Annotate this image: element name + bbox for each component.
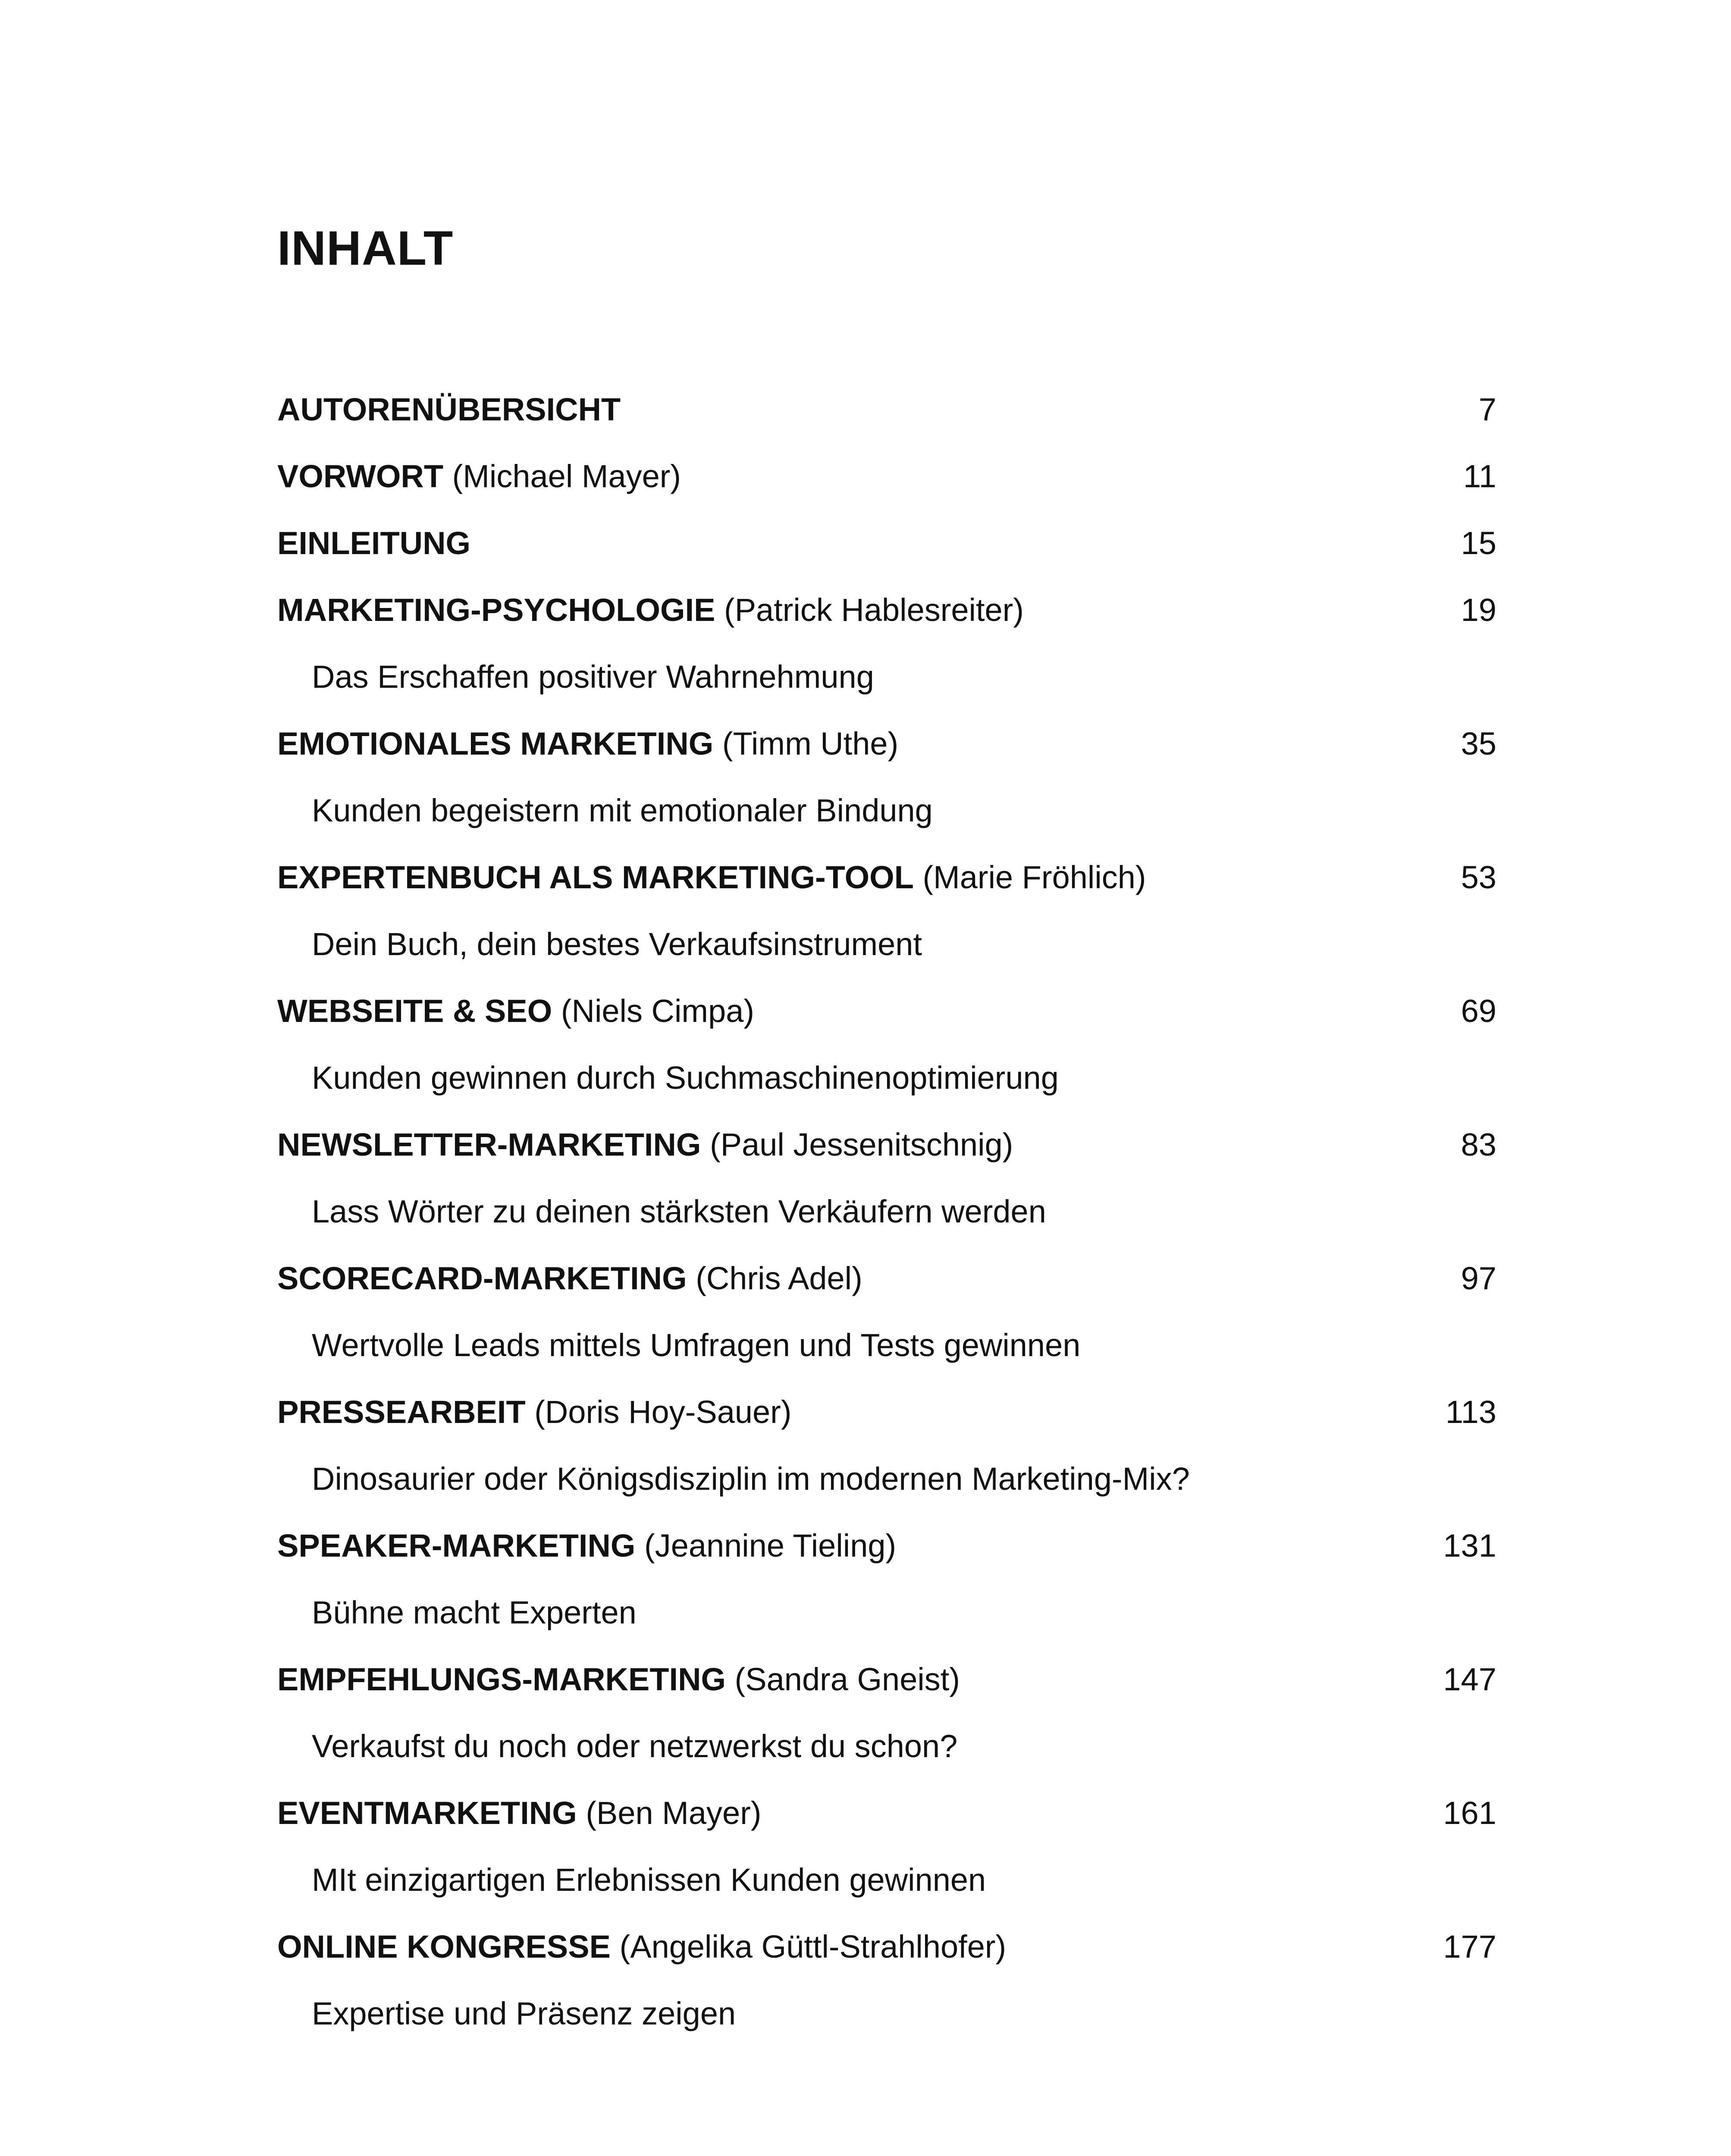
chapter-subtitle: Das Erschaffen positiver Wahrnehmung: [312, 659, 874, 695]
chapter-title: MARKETING-PSYCHOLOGIE: [277, 592, 715, 628]
chapter-subtitle: Dein Buch, dein bestes Verkaufsinstrument: [312, 926, 922, 962]
chapter-author: (Niels Cimpa): [561, 993, 755, 1029]
chapter-title: NEWSLETTER-MARKETING: [277, 1127, 701, 1163]
toc-entry-label: [277, 1661, 960, 1697]
toc-row: [277, 524, 1496, 591]
toc-entry: [277, 524, 1496, 591]
toc-subrow: [277, 1994, 1496, 2061]
chapter-title: WEBSEITE & SEO: [277, 993, 552, 1029]
chapter-subtitle: Lass Wörter zu deinen stärksten Verkäufern werden: [312, 1194, 1046, 1229]
chapter-page-number: 53: [1461, 859, 1496, 895]
chapter-page-number: 15: [1461, 525, 1496, 561]
toc-entry: [277, 1927, 1496, 2061]
toc-entry: [277, 1259, 1496, 1393]
toc-subrow: [277, 1861, 1496, 1927]
chapter-page-number: 7: [1478, 392, 1496, 427]
chapter-title: VORWORT: [277, 458, 444, 494]
toc-row: [277, 724, 1496, 791]
chapter-title: EMOTIONALES MARKETING: [277, 726, 714, 761]
chapter-author: (Sandra Gneist): [734, 1661, 960, 1697]
toc-subrow: [277, 658, 1496, 724]
toc-entry-label: [277, 1129, 1013, 1161]
toc-row: [277, 992, 1496, 1059]
toc-row: [277, 858, 1496, 925]
toc-row: [277, 1125, 1496, 1192]
chapter-author: (Ben Mayer): [586, 1795, 762, 1831]
table-of-contents: [277, 390, 1496, 2061]
chapter-author: (Patrick Hablesreiter): [724, 592, 1024, 628]
toc-subrow: [277, 791, 1496, 858]
chapter-title: EINLEITUNG: [277, 525, 471, 561]
chapter-author: (Jeannine Tieling): [644, 1528, 897, 1564]
toc-entry-label: [277, 1396, 791, 1428]
chapter-subtitle: MIt einzigartigen Erlebnissen Kunden gewinnen: [312, 1862, 986, 1898]
chapter-subtitle: Bühne macht Experten: [312, 1595, 637, 1630]
chapter-title: EXPERTENBUCH ALS MARKETING-TOOL: [277, 859, 914, 895]
toc-row: [277, 390, 1496, 457]
chapter-subtitle: Kunden begeistern mit emotionaler Bindung: [312, 793, 933, 828]
toc-entry: [277, 1526, 1496, 1660]
toc-entry-label: [277, 859, 1146, 895]
chapter-page-number: 35: [1461, 726, 1496, 761]
chapter-subtitle: Dinosaurier oder Königsdisziplin im modernen Marketing-Mix?: [312, 1461, 1190, 1497]
toc-entry-label: [277, 1530, 896, 1562]
chapter-subtitle: Expertise und Präsenz zeigen: [312, 1996, 736, 2031]
toc-row: [277, 1259, 1496, 1326]
toc-entry: [277, 591, 1496, 724]
chapter-title: PRESSEARBEIT: [277, 1394, 526, 1430]
chapter-subtitle: Verkaufst du noch oder netzwerkst du schon?: [312, 1728, 958, 1764]
chapter-title: EMPFEHLUNGS-MARKETING: [277, 1661, 726, 1697]
toc-subrow: [277, 1059, 1496, 1125]
toc-subrow: [277, 1593, 1496, 1660]
chapter-page-number: 97: [1461, 1260, 1496, 1296]
chapter-subtitle: Kunden gewinnen durch Suchmaschinenoptimierung: [312, 1060, 1059, 1096]
chapter-author: (Doris Hoy-Sauer): [534, 1394, 792, 1430]
toc-entry-label: [277, 1797, 761, 1829]
chapter-page-number: 161: [1443, 1795, 1496, 1831]
toc-row: [277, 591, 1496, 658]
toc-subrow: [277, 1326, 1496, 1393]
toc-row: [277, 1393, 1496, 1460]
toc-entry: [277, 1660, 1496, 1794]
toc-entry: [277, 858, 1496, 992]
toc-heading: INHALT: [277, 221, 454, 275]
toc-entry: [277, 1393, 1496, 1526]
toc-entry: [277, 1125, 1496, 1259]
chapter-page-number: 19: [1461, 592, 1496, 628]
chapter-page-number: 83: [1461, 1127, 1496, 1163]
toc-row: [277, 1927, 1496, 1994]
chapter-page-number: 147: [1443, 1661, 1496, 1697]
chapter-title: SPEAKER-MARKETING: [277, 1528, 636, 1564]
chapter-author: (Angelika Güttl-Strahlhofer): [619, 1929, 1007, 1965]
toc-entry: [277, 992, 1496, 1125]
chapter-subtitle: Wertvolle Leads mittels Umfragen und Tests gewinnen: [312, 1327, 1081, 1363]
chapter-page-number: 69: [1461, 993, 1496, 1029]
toc-entry-label: [277, 1260, 862, 1296]
toc-entry: [277, 724, 1496, 858]
chapter-page-number: 11: [1463, 458, 1496, 494]
toc-entry: [277, 1794, 1496, 1927]
toc-row: [277, 1660, 1496, 1727]
chapter-author: (Chris Adel): [696, 1260, 862, 1296]
chapter-title: AUTORENÜBERSICHT: [277, 392, 621, 427]
toc-entry-label: [277, 995, 754, 1027]
chapter-author: (Timm Uthe): [722, 726, 899, 761]
toc-entry-label: [277, 1931, 1006, 1963]
chapter-page-number: 131: [1443, 1528, 1496, 1564]
chapter-author: (Marie Fröhlich): [922, 859, 1146, 895]
toc-entry: [277, 457, 1496, 524]
toc-subrow: [277, 1192, 1496, 1259]
chapter-title: ONLINE KONGRESSE: [277, 1929, 611, 1965]
toc-row: [277, 1526, 1496, 1593]
chapter-page-number: 113: [1446, 1394, 1496, 1430]
toc-row: [277, 1794, 1496, 1861]
toc-entry-label: [277, 594, 1024, 626]
chapter-author: (Paul Jessenitschnig): [710, 1127, 1013, 1163]
toc-entry-label: [277, 527, 470, 559]
chapter-title: EVENTMARKETING: [277, 1795, 577, 1831]
toc-entry-label: [277, 728, 898, 760]
chapter-title: SCORECARD-MARKETING: [277, 1260, 687, 1296]
toc-subrow: [277, 1727, 1496, 1794]
toc-entry-label: [277, 394, 621, 426]
toc-subrow: [277, 1460, 1496, 1526]
toc-subrow: [277, 925, 1496, 992]
chapter-author: (Michael Mayer): [452, 458, 681, 494]
toc-row: [277, 457, 1496, 524]
toc-entry: [277, 390, 1496, 457]
toc-entry-label: [277, 458, 681, 494]
chapter-page-number: 177: [1443, 1929, 1496, 1965]
